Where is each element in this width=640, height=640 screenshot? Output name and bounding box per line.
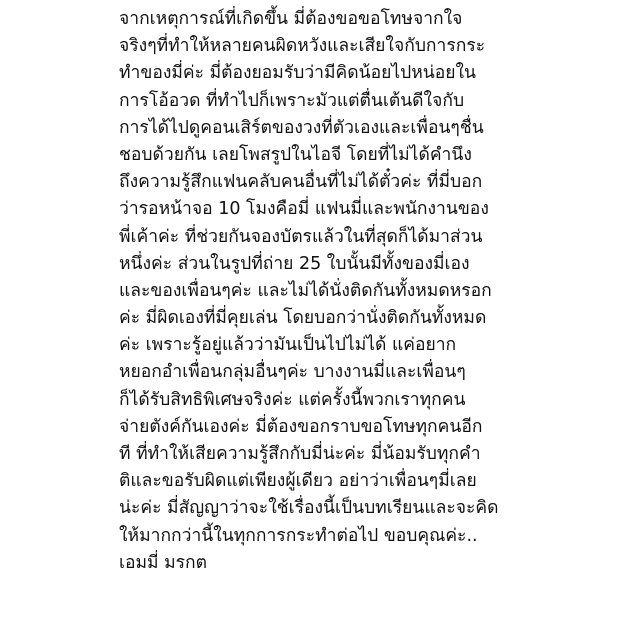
statement-line: น่ะค่ะ มี่สัญญาว่าจะใช้เรื่องนี้เป็นบทเรียนและจะคิด <box>119 498 499 519</box>
statement-line: ถึงความรู้สึกแฟนคลับคนอื่นที่ไม่ได้ตั๋วค่ะ ที่มี่บอก <box>119 172 483 193</box>
apology-statement <box>119 6 629 577</box>
statement-line: จ่ายตังค์กันเองค่ะ มี่ต้องขอกราบขอโทษทุกคนอีก <box>119 416 483 437</box>
statement-line: จริงๆที่ทำให้หลายคนผิดหวังและเสียใจกับการกระ <box>119 36 486 57</box>
statement-line: ติและขอรับผิดแต่เพียงผู้เดียว อย่าว่าเพื่อนๆมี่เลย <box>119 471 477 492</box>
statement-line: หนึ่งค่ะ ส่วนในรูปที่ถ่าย 25 ใบนั้นมีทั้งของมี่เอง <box>119 253 470 274</box>
statement-line: จากเหตุการณ์ที่เกิดขึ้น มี่ต้องขอขอโทษจากใจ <box>119 9 463 29</box>
statement-line: และของเพื่อนๆค่ะ และไม่ได้นั่งติดกันทั้งหมดหรอก <box>119 280 492 301</box>
signature: เอมมี่ มรกต <box>119 552 208 573</box>
statement-line: ชอบด้วยกัน เลยโพสรูปในไอจี โดยที่ไม่ได้คำนึง <box>119 144 472 165</box>
statement-line: พี่เค้าค่ะ ที่ช่วยกันจองบัตรแล้วในที่สุดก็ได้มาส่วน <box>119 226 483 247</box>
statement-line: ที ที่ทำให้เสียความรู้สึกกับมี่น่ะค่ะ มี่น้อมรับทุกคำ <box>119 444 481 464</box>
statement-line: การโอ้อวด ที่ทำไปก็เพราะมัวแต่ตื่นเต้นดีใจกับ <box>119 90 465 111</box>
statement-line: หยอกอำเพื่อนกลุ่มอื่นๆค่ะ บางงานมี่และเพื่อนๆ <box>119 362 466 383</box>
statement-line: ทำของมี่ค่ะ มี่ต้องยอมรับว่ามีคิดน้อยไปหน่อยใน <box>119 63 477 84</box>
statement-line: ค่ะ มี่ผิดเองที่มี่คุยเล่น โดยบอกว่านั่งติดกันทั้งหมด <box>119 308 487 329</box>
statement-line: ค่ะ เพราะรู้อยู่แล้วว่ามันเป็นไปไม่ได้ แค่อยาก <box>119 335 457 356</box>
statement-line: การได้ไปดูคอนเสิร์ตของวงที่ตัวเองและเพื่อนๆชื่น <box>119 117 484 138</box>
statement-line: ก็ได้รับสิทธิพิเศษจริงค่ะ แต่ครั้งนี้พวกเราทุกคน <box>119 389 466 410</box>
statement-line: ให้มากกว่านี้ในทุกการกระทำต่อไป ขอบคุณค่ะ.. <box>119 525 478 546</box>
statement-line: ว่ารอหน้าจอ 10 โมงคือมี่ แฟนมี่และพนักงานของ <box>119 199 489 220</box>
